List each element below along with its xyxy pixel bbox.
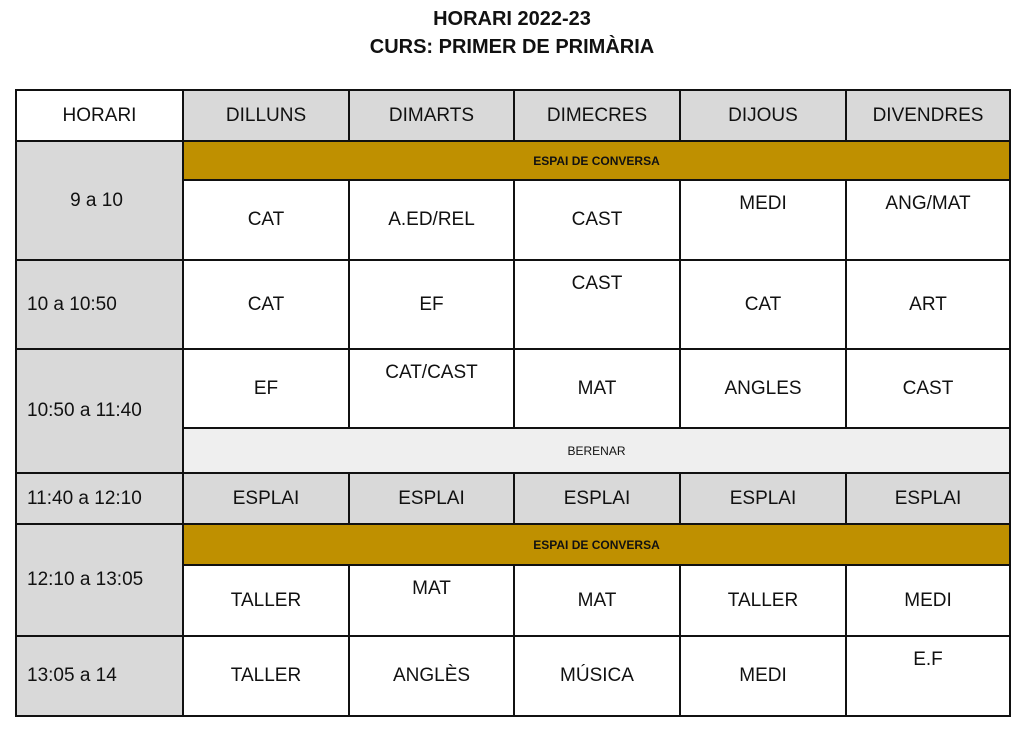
- class-cell: ESPLAI: [183, 473, 349, 524]
- class-cell: EF: [183, 349, 349, 428]
- table-row: [16, 260, 1010, 349]
- time-cell: 10:50 a 11:40: [16, 349, 183, 473]
- class-cell: ART: [846, 260, 1010, 349]
- class-cell: ESPLAI: [514, 473, 680, 524]
- class-cell: ANGLÈS: [349, 636, 514, 716]
- class-cell: CAT: [183, 260, 349, 349]
- class-cell: A.ED/REL: [349, 180, 514, 260]
- table-row: [16, 473, 1010, 524]
- class-cell: TALLER: [680, 565, 846, 636]
- page-title: HORARI 2022-23: [433, 8, 591, 30]
- table-row: [16, 636, 1010, 716]
- class-cell: MAT: [349, 565, 514, 636]
- class-cell: TALLER: [183, 636, 349, 716]
- class-cell: MEDI: [680, 636, 846, 716]
- header-cell: HORARI: [16, 90, 183, 141]
- time-cell: 11:40 a 12:10: [16, 473, 183, 524]
- time-cell: 12:10 a 13:05: [16, 524, 183, 636]
- class-cell: MEDI: [680, 180, 846, 260]
- conversa-band: ESPAI DE CONVERSA: [183, 524, 1010, 565]
- conversa-band: ESPAI DE CONVERSA: [183, 141, 1010, 180]
- time-cell: 10 a 10:50: [16, 260, 183, 349]
- header-cell: DIVENDRES: [846, 90, 1010, 141]
- time-cell: 13:05 a 14: [16, 636, 183, 716]
- class-cell: TALLER: [183, 565, 349, 636]
- berenar-band: BERENAR: [183, 428, 1010, 473]
- class-cell: ESPLAI: [846, 473, 1010, 524]
- class-cell: EF: [349, 260, 514, 349]
- class-cell: MAT: [514, 349, 680, 428]
- header-cell: DILLUNS: [183, 90, 349, 141]
- class-cell: CAST: [514, 180, 680, 260]
- class-cell: MAT: [514, 565, 680, 636]
- time-cell: 9 a 10: [16, 141, 183, 260]
- table-row: [16, 349, 1010, 428]
- class-cell: MEDI: [846, 565, 1010, 636]
- page-subtitle: CURS: PRIMER DE PRIMÀRIA: [369, 36, 655, 58]
- header-row: [16, 90, 1010, 141]
- header-cell: DIJOUS: [680, 90, 846, 141]
- class-cell: MÚSICA: [514, 636, 680, 716]
- class-cell: CAT/CAST: [349, 349, 514, 428]
- header-cell: DIMARTS: [349, 90, 514, 141]
- class-cell: ANGLES: [680, 349, 846, 428]
- schedule-table: [15, 89, 1011, 717]
- class-cell: ANG/MAT: [846, 180, 1010, 260]
- class-cell: CAT: [680, 260, 846, 349]
- class-cell: E.F: [846, 636, 1010, 716]
- class-cell: ESPLAI: [680, 473, 846, 524]
- class-cell: ESPLAI: [349, 473, 514, 524]
- header-cell: DIMECRES: [514, 90, 680, 141]
- table-row: [16, 141, 1010, 180]
- class-cell: CAST: [846, 349, 1010, 428]
- table-row: [16, 524, 1010, 565]
- class-cell: CAST: [514, 260, 680, 349]
- class-cell: CAT: [183, 180, 349, 260]
